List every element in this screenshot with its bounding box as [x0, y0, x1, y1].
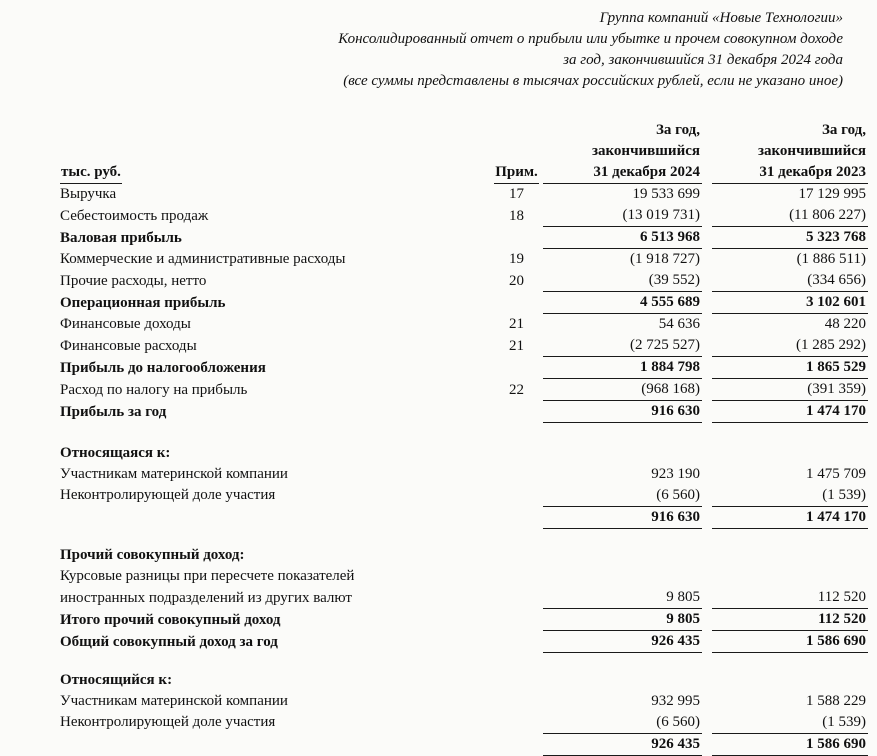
financial-table: [60, 120, 868, 756]
currency-note: (все суммы представлены в тысячах российских рублей, если не указано иное): [343, 73, 843, 89]
row-label: иностранных подразделений из других валют: [60, 589, 352, 606]
statement-title: Консолидированный отчет о прибыли или убытке и прочем совокупном доходе: [338, 31, 843, 47]
row-label: Финансовые доходы: [60, 316, 191, 332]
row-label: Неконтролирующей доле участия: [60, 487, 276, 503]
row-value-2024: 9 805: [543, 587, 702, 609]
row-note: 17: [509, 186, 524, 202]
row-value-2024: 1 884 798: [543, 357, 702, 379]
column-gap: [702, 506, 712, 528]
row-note: [490, 545, 543, 566]
row-label: Себестоимость продаж: [60, 207, 209, 224]
row-note: [490, 485, 543, 507]
column-gap: [702, 249, 712, 271]
period-line: за год, закончившийся 31 декабря 2024 года: [563, 52, 843, 68]
column-gap: [702, 733, 712, 755]
row-value-2023: 1 586 690: [712, 733, 868, 755]
column-gap: [702, 184, 712, 206]
column-gap: [702, 205, 712, 227]
table-row: [60, 443, 868, 464]
row-label: Расход по налогу на прибыль: [60, 381, 248, 398]
row-value-2023: 17 129 995: [798, 186, 866, 202]
row-label: Общий совокупный доход за год: [60, 633, 278, 650]
column-gap: [702, 401, 712, 423]
row-value-2023: (391 359): [712, 379, 868, 401]
row-label: Участникам материнской компании: [60, 692, 288, 709]
column-gap: [702, 227, 712, 249]
row-note: [490, 227, 543, 249]
row-value-2024: 6 513 968: [543, 227, 702, 249]
row-value-2023: 3 102 601: [712, 292, 868, 314]
column-gap: [702, 379, 712, 401]
row-note: [490, 443, 543, 464]
column-header-2024: [543, 120, 702, 184]
row-value-2023: (1 539): [712, 485, 868, 507]
unit-label: тыс. руб.: [60, 162, 122, 184]
table-row: [60, 184, 868, 206]
column-gap: [702, 292, 712, 314]
column-gap: [702, 485, 712, 507]
column-gap: [702, 270, 712, 292]
row-label: Итого прочий совокупный доход: [60, 611, 281, 628]
table-row: [60, 249, 868, 271]
row-value-2023: 1 588 229: [806, 692, 866, 709]
column-gap: [702, 464, 712, 485]
column-gap: [702, 314, 712, 336]
row-label: Относящийся к:: [60, 671, 173, 688]
table-row: [60, 464, 868, 485]
spacer-cell: [60, 528, 868, 545]
table-row: [60, 733, 868, 755]
row-value-2024: [543, 670, 702, 691]
table-row: [60, 670, 868, 691]
column-gap: [702, 120, 712, 184]
row-note: [490, 357, 543, 379]
row-value-2023: [712, 443, 868, 464]
column-header-2023-line2: закончившийся: [757, 143, 866, 159]
spacer-cell: [60, 653, 868, 670]
row-note: 20: [509, 272, 524, 289]
row-note: [490, 292, 543, 314]
table-row: [60, 335, 868, 357]
row-label: Коммерческие и административные расходы: [60, 251, 346, 267]
table-row: [60, 205, 868, 227]
row-value-2024: (968 168): [543, 379, 702, 401]
row-value-2023: (1 285 292): [712, 335, 868, 357]
column-gap: [702, 545, 712, 566]
row-value-2024: [543, 566, 702, 587]
row-note: [490, 670, 543, 691]
column-gap: [702, 670, 712, 691]
company-name: Группа компаний «Новые Технологии»: [599, 10, 843, 26]
row-value-2024: (2 725 527): [543, 335, 702, 357]
column-gap: [702, 587, 712, 609]
row-value-2024: 54 636: [658, 316, 700, 332]
row-label: Курсовые разницы при пересчете показателей: [60, 568, 355, 584]
row-note: [490, 401, 543, 423]
column-gap: [702, 609, 712, 631]
note-label: Прим.: [494, 162, 539, 184]
row-note: [490, 691, 543, 712]
row-value-2023: 5 323 768: [712, 227, 868, 249]
row-note: [490, 506, 543, 528]
table-row: [60, 401, 868, 423]
row-value-2023: 112 520: [712, 587, 868, 609]
row-note: 18: [509, 207, 524, 224]
row-value-2023: [712, 670, 868, 691]
row-value-2024: [543, 545, 702, 566]
table-row: [60, 314, 868, 336]
spacer-cell: [60, 423, 868, 443]
row-value-2024: (6 560): [543, 485, 702, 507]
column-gap: [702, 712, 712, 734]
row-value-2024: (6 560): [543, 712, 702, 734]
spacer-row: [60, 528, 868, 545]
row-label: Операционная прибыль: [60, 294, 226, 311]
table-row: [60, 712, 868, 734]
row-value-2024: 932 995: [651, 692, 700, 709]
row-value-2023: 1 474 170: [712, 401, 868, 423]
row-note: 21: [509, 337, 524, 354]
document-header: [60, 8, 843, 92]
spacer-row: [60, 653, 868, 670]
row-value-2023: [712, 545, 868, 566]
row-value-2024: 19 533 699: [632, 186, 700, 202]
row-label: Валовая прибыль: [60, 229, 182, 246]
row-value-2023: (334 656): [712, 270, 868, 292]
row-note: [490, 712, 543, 734]
table-row: [60, 357, 868, 379]
row-note: [490, 733, 543, 755]
column-header-2024-line3: 31 декабря 2024: [593, 164, 700, 180]
row-value-2024: 4 555 689: [543, 292, 702, 314]
row-value-2024: 926 435: [543, 733, 702, 755]
row-value-2023: [712, 566, 868, 587]
table-row: [60, 691, 868, 712]
row-label: Прочие расходы, нетто: [60, 272, 207, 289]
row-value-2023: (1 886 511): [796, 251, 866, 267]
row-label: Прибыль до налогообложения: [60, 359, 266, 376]
row-value-2023: 1 865 529: [712, 357, 868, 379]
table-row: [60, 566, 868, 587]
column-header-unit: [60, 120, 490, 184]
row-value-2023: 1 586 690: [712, 631, 868, 653]
table-row: [60, 485, 868, 507]
row-label: Неконтролирующей доле участия: [60, 714, 276, 730]
table-row: [60, 227, 868, 249]
table-row: [60, 506, 868, 528]
table-row: [60, 609, 868, 631]
table-row: [60, 545, 868, 566]
row-note: [490, 609, 543, 631]
row-label: Выручка: [60, 186, 117, 202]
row-value-2023: 112 520: [712, 609, 868, 631]
column-header-2023: [712, 120, 868, 184]
row-value-2024: 916 630: [543, 506, 702, 528]
row-value-2024: (1 918 727): [630, 251, 700, 267]
column-gap: [702, 566, 712, 587]
column-gap: [702, 631, 712, 653]
column-header-2023-line1: За год,: [821, 122, 866, 138]
row-value-2024: 926 435: [543, 631, 702, 653]
row-value-2023: (11 806 227): [712, 205, 868, 227]
table-row: [60, 270, 868, 292]
table-row: [60, 587, 868, 609]
row-label: Относящаяся к:: [60, 444, 171, 461]
table-row: [60, 292, 868, 314]
row-note: [490, 464, 543, 485]
row-note: 21: [509, 316, 524, 332]
row-note: 22: [509, 381, 524, 398]
row-note: 19: [509, 251, 524, 267]
row-label: Прибыль за год: [60, 403, 167, 420]
column-header-2023-line3: 31 декабря 2023: [759, 164, 866, 180]
table-row: [60, 379, 868, 401]
row-value-2024: 923 190: [651, 465, 700, 482]
row-value-2024: [543, 443, 702, 464]
row-value-2024: (13 019 731): [543, 205, 702, 227]
column-header-note: [490, 120, 543, 184]
table-header-row: [60, 120, 868, 184]
spacer-row: [60, 423, 868, 443]
table-row: [60, 631, 868, 653]
row-label: Прочий совокупный доход:: [60, 547, 245, 563]
row-label: [60, 506, 490, 528]
row-value-2023: 1 474 170: [712, 506, 868, 528]
column-gap: [702, 443, 712, 464]
row-label: Финансовые расходы: [60, 337, 197, 354]
row-note: [490, 566, 543, 587]
row-value-2023: (1 539): [712, 712, 868, 734]
column-header-2024-line1: За год,: [655, 122, 700, 138]
row-value-2024: (39 552): [543, 270, 702, 292]
column-gap: [702, 335, 712, 357]
row-note: [490, 587, 543, 609]
row-note: [490, 631, 543, 653]
row-value-2023: 48 220: [824, 316, 866, 332]
row-label: [60, 733, 490, 755]
row-value-2024: 9 805: [543, 609, 702, 631]
row-value-2023: 1 475 709: [806, 465, 866, 482]
row-value-2024: 916 630: [543, 401, 702, 423]
column-gap: [702, 691, 712, 712]
column-header-2024-line2: закончившийся: [591, 143, 700, 159]
row-label: Участникам материнской компании: [60, 465, 288, 482]
column-gap: [702, 357, 712, 379]
